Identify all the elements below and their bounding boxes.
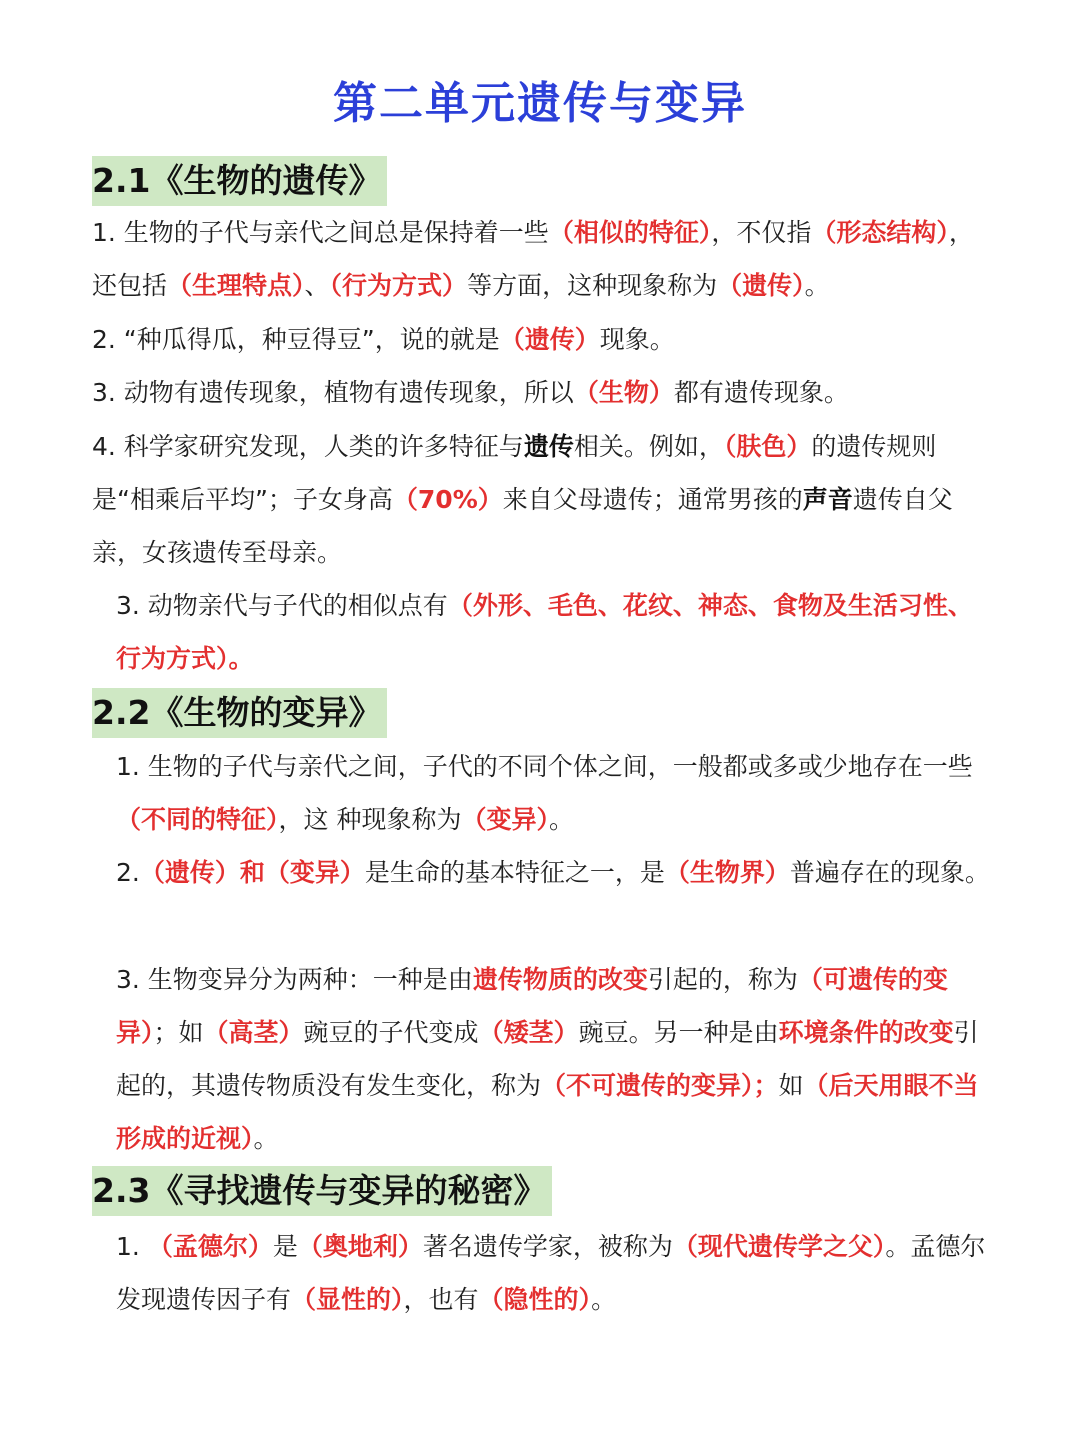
highlight-text: （不同的特征）	[116, 805, 279, 834]
text-run: 是	[272, 1232, 298, 1261]
text-run: 豌豆的子代变成	[303, 1018, 479, 1047]
text-run: 2. “种瓜得瓜，种豆得豆”，说的就是	[92, 325, 500, 354]
page-title: 第二单元遗传与变异	[333, 78, 747, 129]
section-heading-2-1: 2.1《生物的遗传》	[92, 156, 387, 206]
paragraph	[116, 579, 992, 685]
highlight-text: （高茎）	[203, 1018, 304, 1047]
text-run: 等方面，这种现象称为	[467, 271, 718, 300]
highlight-text: （奥地利）	[297, 1232, 423, 1261]
highlight-text: 遗传物质的改变	[472, 965, 648, 994]
highlight-text: （孟德尔）	[147, 1232, 273, 1261]
text-run: 。	[253, 1124, 279, 1153]
section-heading-2-2: 2.2《生物的变异》	[92, 688, 387, 738]
highlight-text: 环境条件的改变	[778, 1018, 954, 1047]
paragraph	[116, 1220, 992, 1326]
text-run: ；如	[153, 1018, 204, 1047]
text-run: 著名遗传学家，被称为	[422, 1232, 673, 1261]
highlight-text: （显性的）	[291, 1285, 404, 1314]
highlight-text: （外形、毛色、花纹、神态、食物及生活习性、行为方式）。	[116, 591, 973, 673]
bold-text: 声音	[802, 485, 853, 514]
paragraph	[116, 953, 992, 1165]
text-run: 现象。	[599, 325, 675, 354]
section-heading-2-3: 2.3《寻找遗传与变异的秘密》	[92, 1166, 552, 1216]
highlight-text: （形态结构）	[811, 218, 949, 247]
text-run: 。	[548, 805, 574, 834]
highlight-text: （不可遗传的变异）；	[541, 1071, 779, 1100]
highlight-text: （矮茎）	[478, 1018, 579, 1047]
highlight-text: （遗传）	[717, 271, 805, 300]
text-run: ，不仅指	[711, 218, 812, 247]
text-run: ，也有	[403, 1285, 479, 1314]
highlight-text: （生物）	[573, 378, 674, 407]
text-run: 遗传自父亲，女孩遗传至母亲。	[92, 485, 953, 567]
bold-text: 遗传	[523, 432, 574, 461]
highlight-text: （肤色）	[723, 432, 812, 461]
paragraph	[92, 313, 992, 366]
highlight-text: （可遗传的变异）	[116, 965, 948, 1047]
text-run: 来自父母遗传；通常男孩的	[502, 485, 803, 514]
text-run: 1.	[116, 1232, 148, 1261]
highlight-text: （变异）	[461, 805, 549, 834]
text-run: 普遍存在的现象。	[789, 858, 990, 887]
text-run: 、	[304, 271, 330, 300]
text-run: 4. 科学家研究发现，人类的许多特征与	[92, 432, 524, 461]
text-run: 1. 生物的子代与亲代之间，子代的不同个体之间，一般都或多或少地存在一些	[116, 752, 973, 781]
highlight-text: （遗传）	[499, 325, 600, 354]
text-run: ，还包括	[92, 218, 974, 300]
highlight-text: （后天用眼不当形成的近视）	[116, 1071, 979, 1153]
text-run: 。孟德尔发现遗传因子有	[116, 1232, 986, 1314]
highlight-text: （遗传）和（变异）	[139, 858, 365, 887]
highlight-text: （70%）	[392, 485, 503, 514]
highlight-text: （相似的特征）	[548, 218, 712, 247]
text-run: 3. 动物亲代与子代的相似点有	[116, 591, 448, 620]
paragraph	[116, 740, 992, 846]
paragraph	[92, 366, 992, 419]
text-run: ，这 种现象称为	[278, 805, 462, 834]
text-run: 的遗传规则是“相乘后平均”；子女身高	[92, 432, 937, 514]
text-run: 1. 生物的子代与亲代之间总是保持着一些	[92, 218, 549, 247]
text-run: 相关。例如，	[573, 432, 724, 461]
highlight-text: （现代遗传学之父）	[672, 1232, 886, 1261]
highlight-text: （行为方式）	[329, 271, 468, 300]
text-run: 是生命的基本特征之一，是	[364, 858, 665, 887]
text-run: 3. 动物有遗传现象，植物有遗传现象，所以	[92, 378, 574, 407]
text-run: 引起的，称为	[647, 965, 798, 994]
text-run: 。	[591, 1285, 617, 1314]
text-run: 。	[804, 271, 830, 300]
text-run: 引起的，其遗传物质没有发生变化，称为	[116, 1018, 979, 1100]
paragraph	[116, 846, 992, 899]
text-run: 2.	[116, 858, 140, 887]
text-run: 如	[778, 1071, 804, 1100]
text-run: 3. 生物变异分为两种：一种是由	[116, 965, 473, 994]
paragraph	[92, 206, 992, 312]
highlight-text: （生理特点）	[167, 271, 305, 300]
highlight-text: （生物界）	[664, 858, 790, 887]
highlight-text: （隐性的）	[478, 1285, 592, 1314]
text-run: 豌豆。另一种是由	[578, 1018, 779, 1047]
text-run: 都有遗传现象。	[673, 378, 849, 407]
paragraph	[92, 420, 992, 579]
